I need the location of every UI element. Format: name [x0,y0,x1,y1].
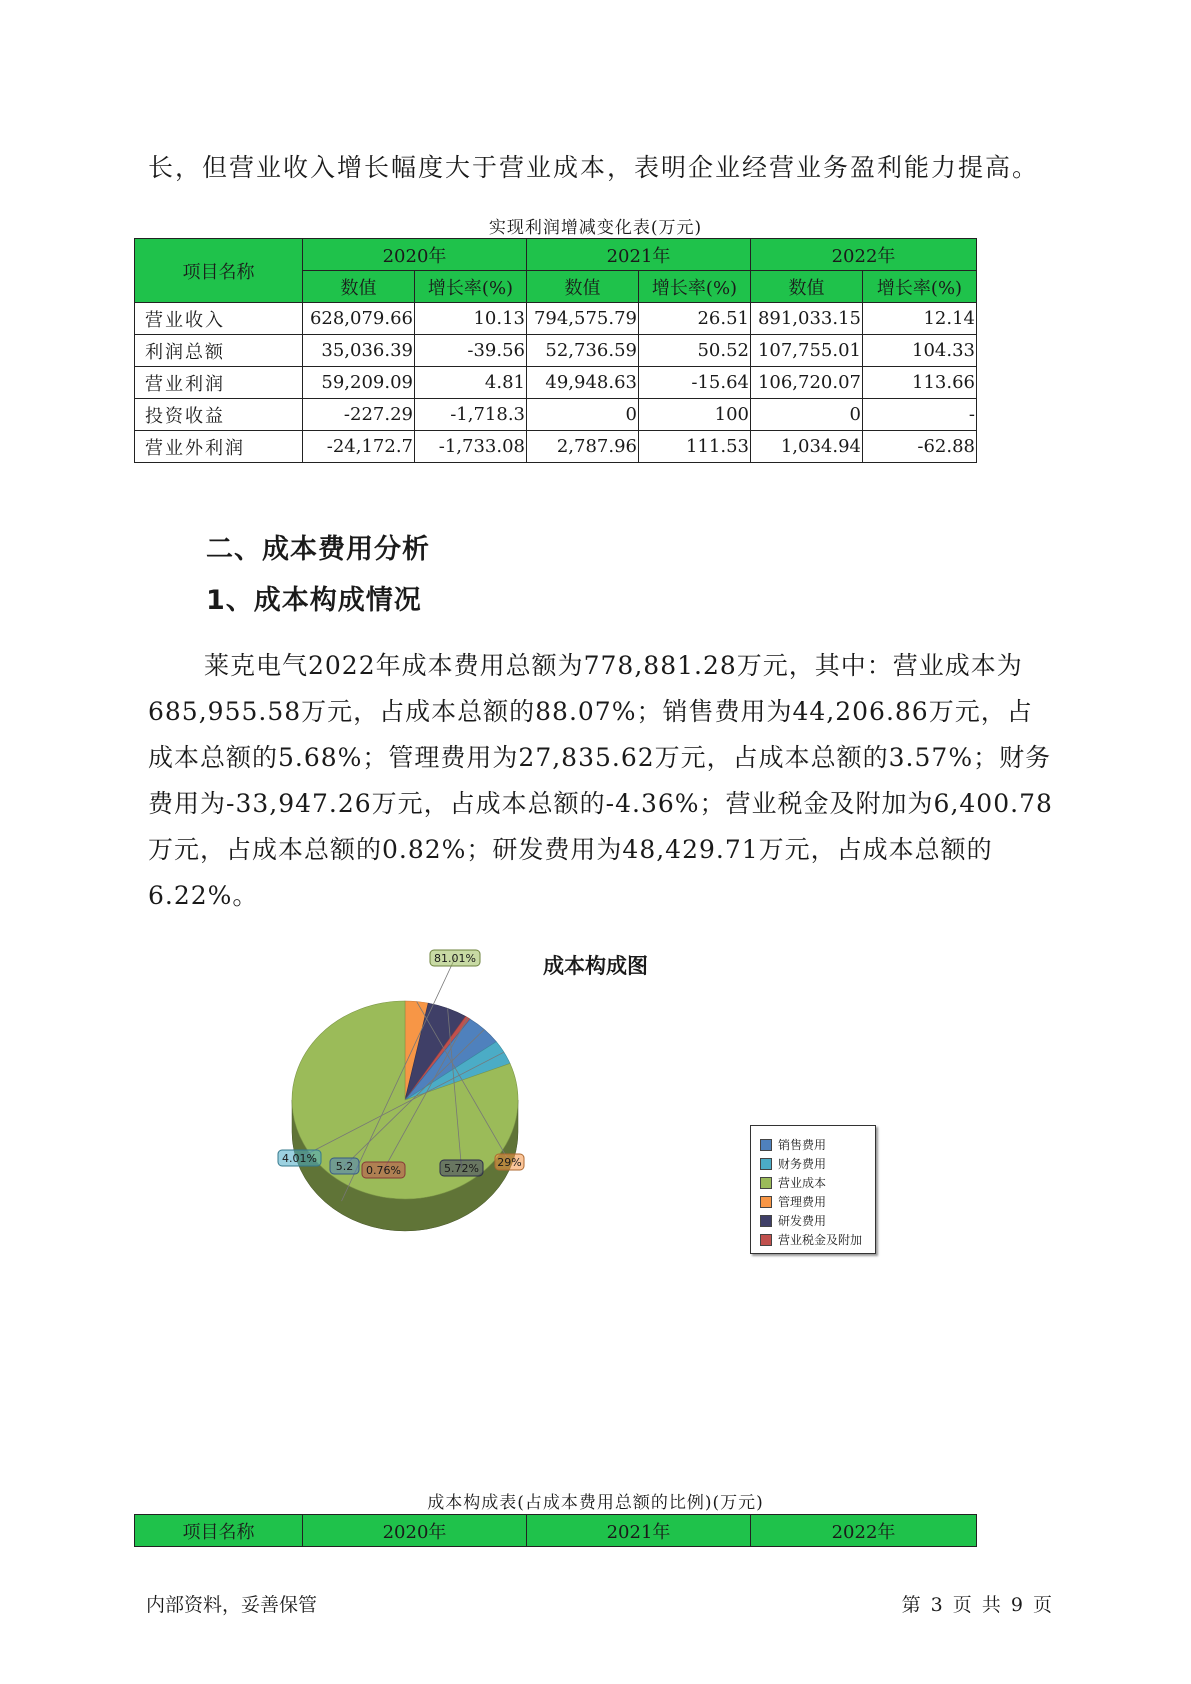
table-cell: - [863,399,977,431]
pie-data-label [495,1154,524,1170]
pie-data-label-text: 0.76% [366,1164,401,1177]
legend-label: 营业税金及附加 [778,1233,863,1247]
legend-item [760,1192,875,1211]
legend-item [760,1173,875,1192]
table-cell: 0 [751,399,863,431]
table-cell: 113.66 [863,367,977,399]
table-cell: 0 [527,399,639,431]
pie-data-label [430,950,480,966]
legend-swatch [760,1177,772,1189]
header-item-name: 项目名称 [135,239,303,303]
table-cell: -39.56 [415,335,527,367]
header-value: 数值 [527,271,639,303]
header-value: 数值 [303,271,415,303]
header-year-2022: 2022年 [751,239,977,271]
legend-swatch [760,1158,772,1170]
header-year-2021: 2021年 [527,239,751,271]
table-cell: 2,787.96 [527,431,639,463]
pie-chart [282,952,590,1270]
legend-swatch [760,1234,772,1246]
table-cell: 52,736.59 [527,335,639,367]
legend-item [760,1135,875,1154]
legend-item [760,1211,875,1230]
legend-swatch [760,1215,772,1227]
header-growth: 增长率(%) [415,271,527,303]
table-cell: 794,575.79 [527,303,639,335]
table-cell: 104.33 [863,335,977,367]
subsection-heading: 1、成本构成情况 [206,585,422,616]
pie-data-label-text: 5.2 [335,1160,354,1173]
legend-swatch [760,1139,772,1151]
table-row [135,367,977,399]
table-cell: 12.14 [863,303,977,335]
table-row [135,431,977,463]
chart-legend [750,1125,876,1254]
pie-data-label [330,1158,359,1174]
pie-data-label [362,1162,405,1178]
pie-data-label-text: 4.01% [282,1152,317,1165]
pie-data-label [440,1160,483,1176]
row-label: 投资收益 [135,399,303,431]
pie-data-label-text: 81.01% [434,952,476,965]
table-row [135,399,977,431]
table-cell: -1,718.3 [415,399,527,431]
header-value: 数值 [751,271,863,303]
legend-label: 研发费用 [778,1214,827,1228]
header-year-2021: 2021年 [527,1515,751,1547]
legend-label: 销售费用 [778,1138,827,1152]
header-item-name: 项目名称 [135,1515,303,1547]
table-cell: -227.29 [303,399,415,431]
profit-table-caption: 实现利润增减变化表(万元) [488,218,703,238]
table-cell: 49,948.63 [527,367,639,399]
table-cell: 26.51 [639,303,751,335]
pie-data-label-text: 29% [497,1156,522,1169]
legend-label: 营业成本 [778,1176,827,1190]
chart-title: 成本构成图 [543,954,648,978]
table-cell: 106,720.07 [751,367,863,399]
header-growth: 增长率(%) [639,271,751,303]
intro-paragraph: 长，但营业收入增长幅度大于营业成本，表明企业经营业务盈利能力提高。 [148,153,1040,182]
table-cell: 628,079.66 [303,303,415,335]
legend-label: 管理费用 [778,1195,827,1209]
table-cell: 35,036.39 [303,335,415,367]
table-cell: -15.64 [639,367,751,399]
header-year-2020: 2020年 [303,1515,527,1547]
row-label: 营业利润 [135,367,303,399]
header-growth: 增长率(%) [863,271,977,303]
legend-item [760,1154,875,1173]
footer-confidential: 内部资料，妥善保管 [146,1594,318,1616]
table-cell: 1,034.94 [751,431,863,463]
row-label: 营业收入 [135,303,303,335]
table-row [135,335,977,367]
row-label: 营业外利润 [135,431,303,463]
profit-table [134,238,977,463]
legend-label: 财务费用 [778,1157,827,1171]
table-cell: -62.88 [863,431,977,463]
cost-table-caption: 成本构成表(占成本费用总额的比例)(万元) [427,1493,764,1513]
table-cell: 111.53 [639,431,751,463]
footer-page-number: 第 3 页 共 9 页 [901,1594,1052,1616]
table-cell: 10.13 [415,303,527,335]
table-cell: 4.81 [415,367,527,399]
pie-data-label-text: 5.72% [444,1162,479,1175]
cost-table [134,1514,977,1547]
table-cell: -24,172.7 [303,431,415,463]
row-label: 利润总额 [135,335,303,367]
table-cell: 100 [639,399,751,431]
table-cell: -1,733.08 [415,431,527,463]
cost-paragraph: 莱克电气2022年成本费用总额为778,881.28万元，其中：营业成本为685,955.58万元，占成本总额的88.07%；销售费用为44,206.86万元，占成本总额的5.68%；管理费用为27,835.62万元，占成本总额的3.57%；财务费用为-33,947.26万元，占成本总额的-4.36%；营业税金及附加为6,400.78万元，占成本总额的0.82%；研发费用为48,429.71万元，占成本总额的6.22%。 [148,651,1053,910]
table-cell: 59,209.09 [303,367,415,399]
table-cell: 891,033.15 [751,303,863,335]
table-cell: 50.52 [639,335,751,367]
header-year-2020: 2020年 [303,239,527,271]
table-cell: 107,755.01 [751,335,863,367]
legend-item [760,1230,875,1249]
pie-data-label [278,1150,321,1166]
header-year-2022: 2022年 [751,1515,977,1547]
table-row [135,303,977,335]
legend-swatch [760,1196,772,1208]
section-heading: 二、成本费用分析 [206,534,430,565]
